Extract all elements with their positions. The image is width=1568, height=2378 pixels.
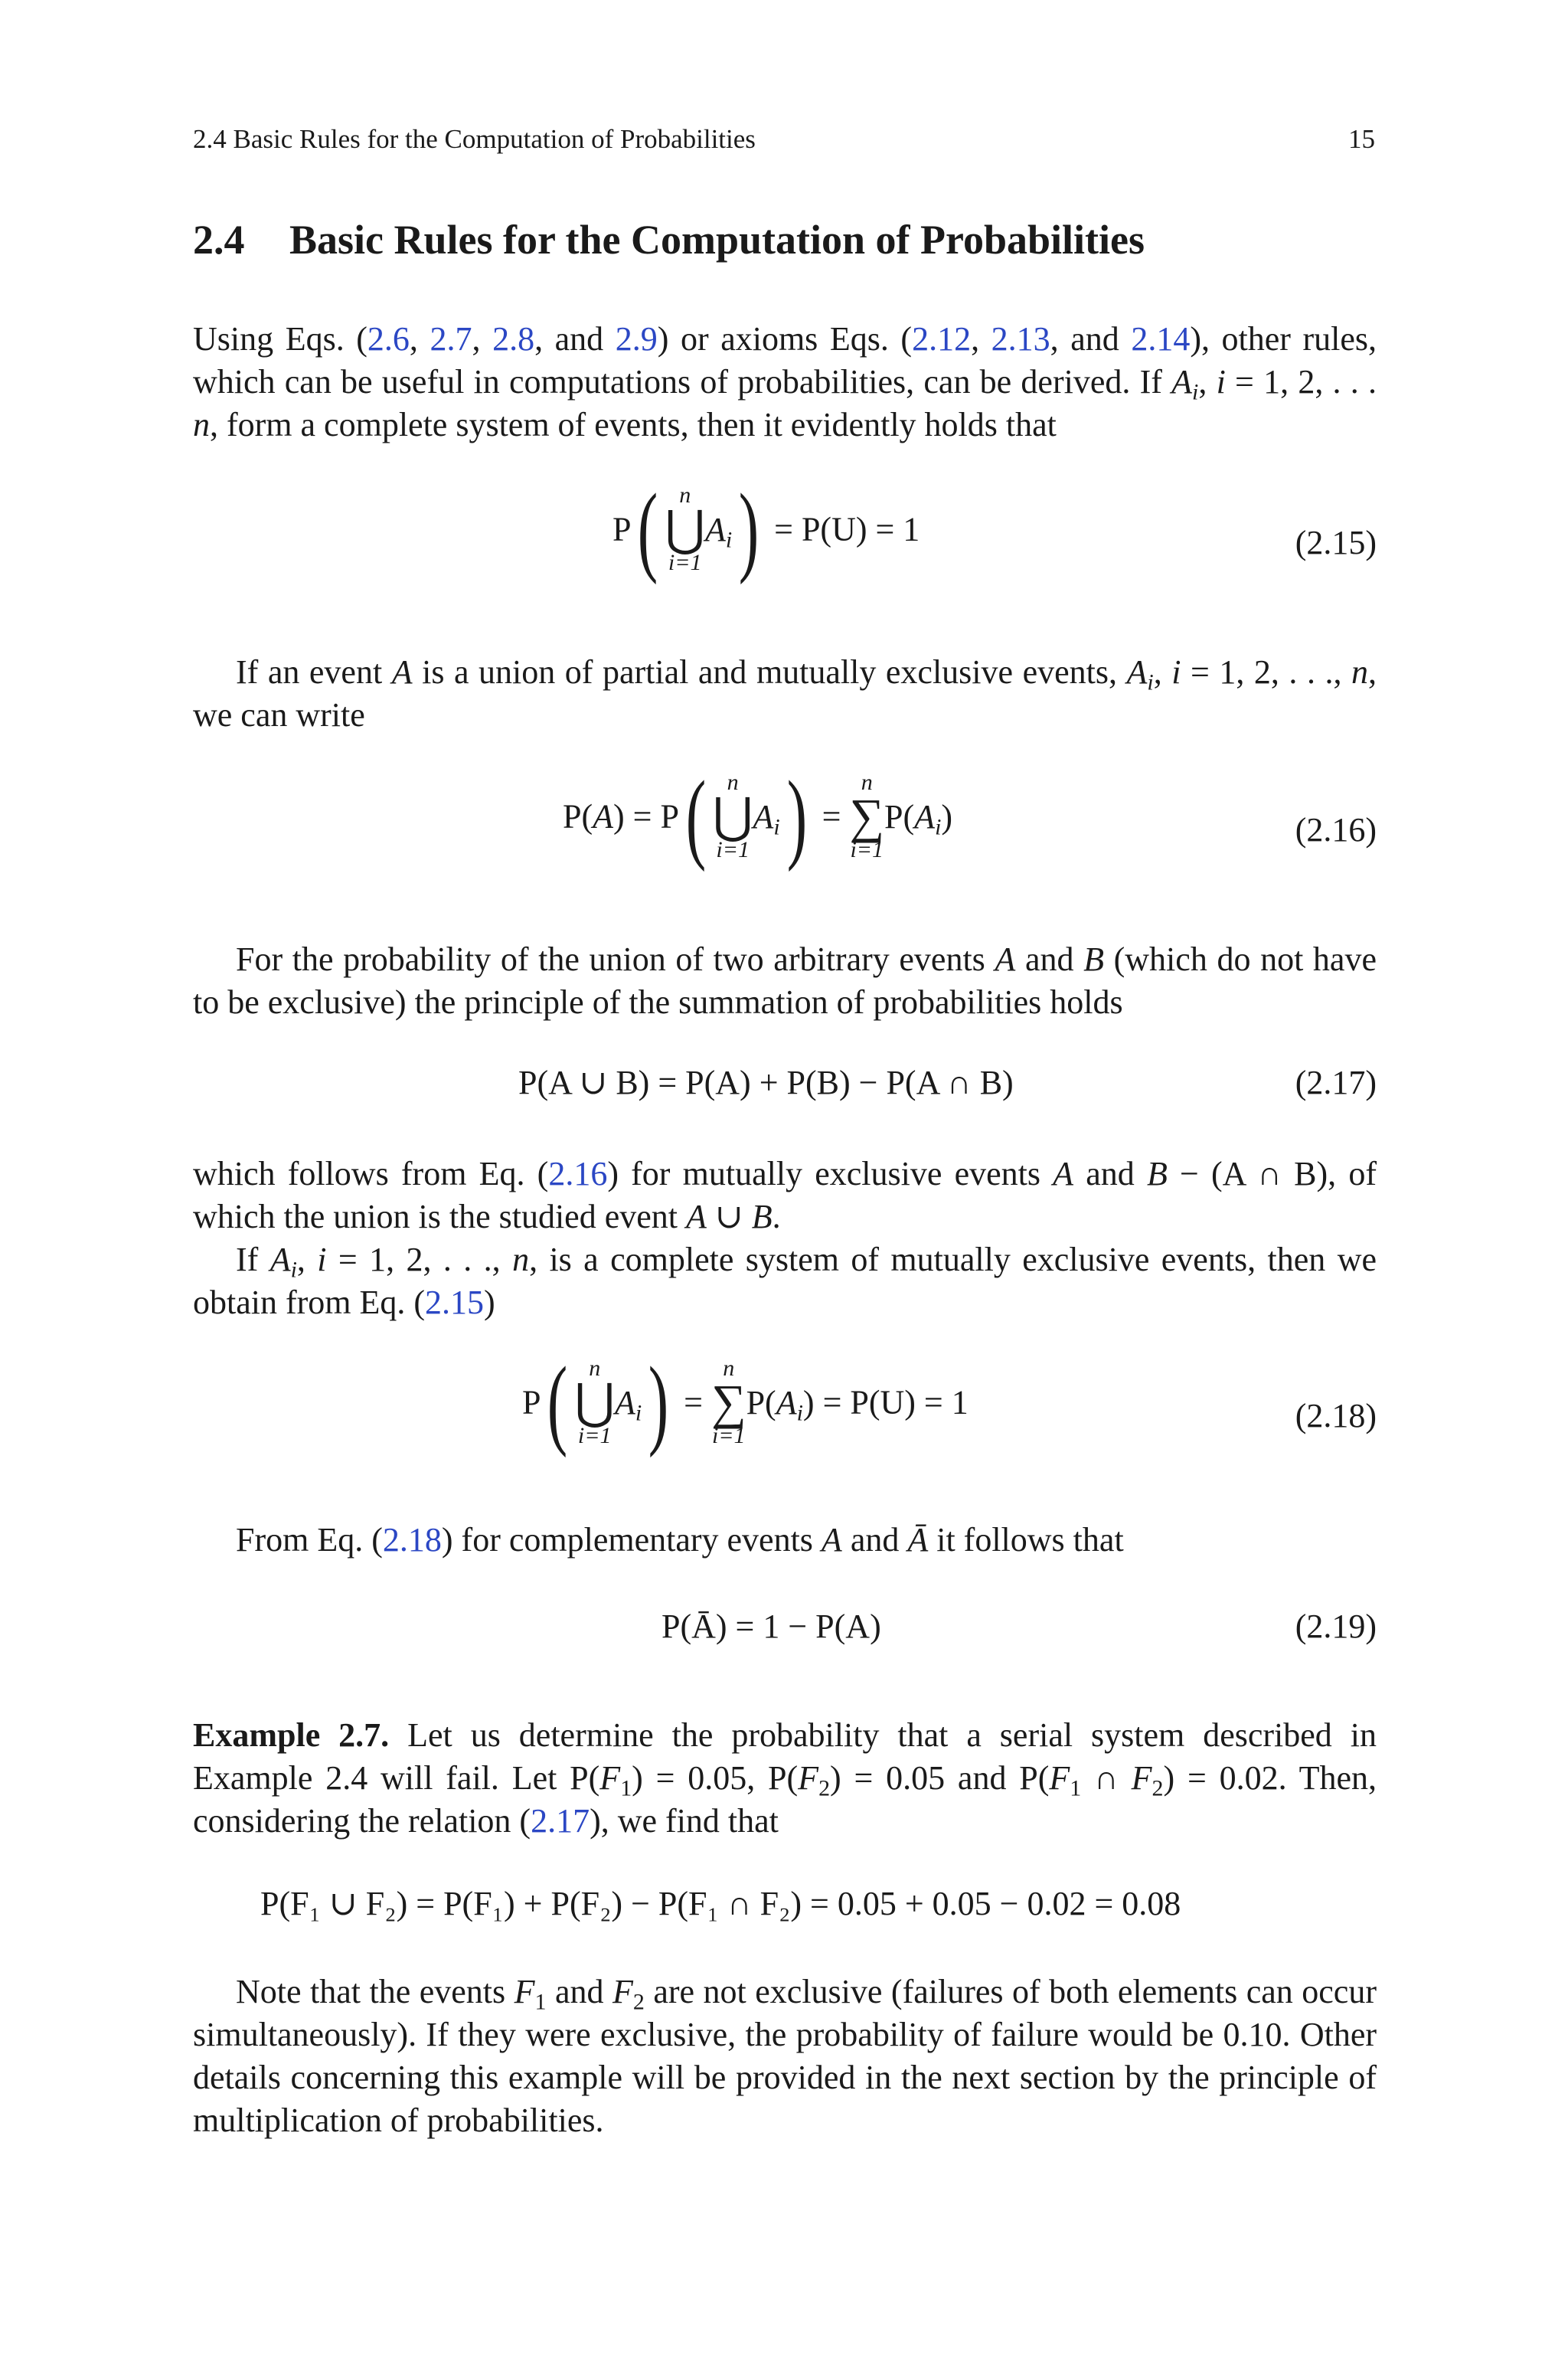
- equation-number: (2.16): [1295, 811, 1377, 849]
- paragraph-summation: For the probability of the union of two arbitrary events A and B (which do not have to be exclusive) the principle of the summation of probabilities holds: [193, 940, 1377, 1021]
- equation-number: (2.18): [1295, 1397, 1377, 1434]
- equation-number: (2.19): [1295, 1608, 1377, 1645]
- section-number: 2.4: [193, 217, 245, 263]
- equation-2-19: [193, 1607, 1377, 1653]
- eq-link[interactable]: 2.17: [531, 1802, 590, 1840]
- eq-link[interactable]: 2.8: [492, 320, 535, 358]
- paragraph-note: Note that the events $F_1$ and $F_2$ are not exclusive (failures of both elements can occur simultaneously). If they were exclusive, the probability of failure would be 0.10. Other details concerning this example will be provided in the next section by the principle of multiplication of probabilities.: [193, 1973, 1377, 2139]
- eq-link[interactable]: 2.6: [367, 320, 410, 358]
- example-2-7: Example 2.7. Let us determine the probability that a serial system described in Example 2.4 will fail. Let $P(F_1) = 0.05$, $P(F_2) = 0.05$ and $P(F_1$ ∩ $F_2) = 0.02$. Then, considering the relation (2.17), we find that: [193, 1716, 1377, 1840]
- paragraph-complete-system: If $A_i$, i = 1, 2, . . ., n, is a complete system of mutually exclusive events, then we obtain from Eq. (2.15): [193, 1241, 1377, 1321]
- eq-link[interactable]: 2.9: [615, 320, 658, 358]
- paragraph-union: If an event A is a union of partial and mutually exclusive events, $A_i$, i = 1, 2, . . ., n, we can write: [193, 653, 1377, 734]
- equation-body: P( n ⋃ i=1 $A_i) = P(U) = 1$: [612, 473, 920, 585]
- paragraph-follows: which follows from Eq. (2.16) for mutually exclusive events A and B − (A ∩ B), of which the union is the studied event A ∪ B.: [193, 1155, 1377, 1235]
- equation-2-15: [193, 473, 1377, 609]
- equation-2-18: [193, 1346, 1377, 1482]
- paragraph-intro: Using Eqs. (2.6, 2.7, 2.8, and 2.9) or axioms Eqs. (2.12, 2.13, and 2.14), other rules, which can be useful in computations of probabilities, can be derived. If $A_i$, i = 1, 2, . . . n, form a complete system of events, then it evidently holds that: [193, 320, 1377, 443]
- equation-number: (2.15): [1295, 524, 1377, 561]
- eq-link[interactable]: 2.16: [548, 1155, 608, 1192]
- eq-link[interactable]: 2.12: [912, 320, 972, 358]
- equation-body: P(F₁ ∪ F₂) = P(F₁) + P(F₂) − P(F₁ ∩ F₂) = 0.05 + 0.05 − 0.02 = 0.08: [260, 1885, 1181, 1922]
- eq-link[interactable]: 2.14: [1131, 320, 1191, 358]
- equation-body: P(A) = P( n ⋃ i=1 $A_i$) = n ∑ i=1 $P(A_i)$: [563, 760, 953, 872]
- running-head: [193, 124, 1375, 162]
- equation-2-16: [193, 760, 1377, 896]
- eq-link[interactable]: 2.15: [425, 1284, 485, 1321]
- eq-link[interactable]: 2.7: [430, 320, 472, 358]
- eq-link[interactable]: 2.13: [991, 320, 1050, 358]
- paragraph-complementary: From Eq. (2.18) for complementary events A and Ā it follows that: [236, 1521, 1124, 1559]
- equation-body: P(A ∪ B) = P(A) + P(B) − P(A ∩ B): [518, 1064, 1014, 1101]
- example-label: Example 2.7.: [193, 1716, 390, 1754]
- section-title: [193, 216, 1145, 263]
- equation-body: P(Ā) = 1 − P(A): [662, 1608, 881, 1645]
- section-heading: Basic Rules for the Computation of Probabilities: [289, 217, 1145, 263]
- running-head-title: 2.4 Basic Rules for the Computation of Probabilities: [193, 124, 756, 154]
- page-number: 15: [1348, 124, 1375, 154]
- equation-body: P( n ⋃ i=1 $A_i$) = n ∑ i=1 $P(A_i) = P(U) = 1$: [522, 1346, 969, 1458]
- equation-2-17: [193, 1063, 1377, 1109]
- equation-number: (2.17): [1295, 1064, 1377, 1101]
- equation-example: [193, 1884, 1377, 1930]
- eq-link[interactable]: 2.18: [382, 1521, 442, 1559]
